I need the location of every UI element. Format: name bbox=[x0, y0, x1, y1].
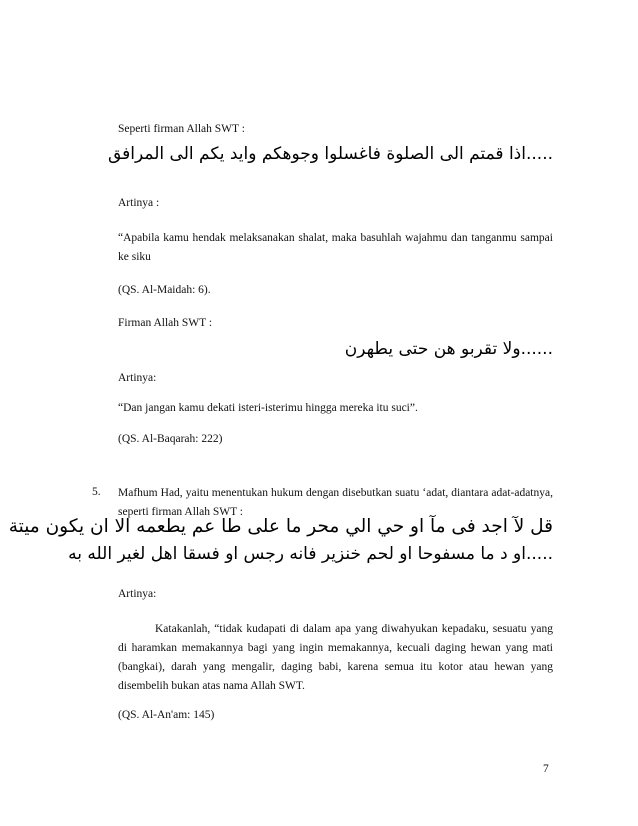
artinya-label: Artinya: bbox=[118, 588, 157, 600]
translation-text: “Dan jangan kamu dekati isteri-isterimu hingga mereka itu suci”. bbox=[118, 402, 418, 414]
page-number: 7 bbox=[543, 763, 549, 775]
intro-text: Firman Allah SWT : bbox=[118, 317, 213, 329]
arabic-verse-line1: قل لآ اجد فى مآ او حي الي محر ما على طا عم يطعمه الا ان يكون ميتة bbox=[8, 516, 553, 537]
translation-text: Katakanlah, “tidak kudapati di dalam apa yang diwahyukan kepadaku, sesuatu yang di haramkan memakannya bagi yang ingin memakannya, kecuali daging hewan yang mati (bangkai), darah yang mengalir, daging babi, karena semua itu kotor atau hewan yang disembelih bukan atas nama Allah SWT. bbox=[118, 623, 553, 692]
reference-text: (QS. Al-Baqarah: 222) bbox=[118, 433, 223, 445]
artinya-label: Artinya : bbox=[118, 197, 160, 209]
list-item-text: Mafhum Had, yaitu menentukan hukum dengan disebutkan suatu ‘adat, diantara adat-adatnya, seperti firman Allah SWT : bbox=[118, 487, 553, 518]
arabic-verse: ......ولا تقربو هن حتى يطهرن bbox=[344, 339, 553, 359]
arabic-verse: .....اذا قمتم الى الصلوة فاغسلوا وجوهكم وايد يكم الى المرافق bbox=[108, 144, 553, 164]
translation-text: “Apabila kamu hendak melaksanakan shalat, maka basuhlah wajahmu dan tanganmu sampai ke siku bbox=[118, 232, 553, 263]
artinya-label: Artinya: bbox=[118, 372, 157, 384]
arabic-verse-line2: .....او د ما مسفوحا او لحم خنزير فانه رجس او فسقا اهل لغير الله به bbox=[68, 544, 553, 564]
reference-text: (QS. Al-An'am: 145) bbox=[118, 709, 215, 721]
intro-text: Seperti firman Allah SWT : bbox=[118, 123, 245, 135]
reference-text: (QS. Al-Maidah: 6). bbox=[118, 284, 211, 296]
list-number: 5. bbox=[92, 486, 101, 498]
